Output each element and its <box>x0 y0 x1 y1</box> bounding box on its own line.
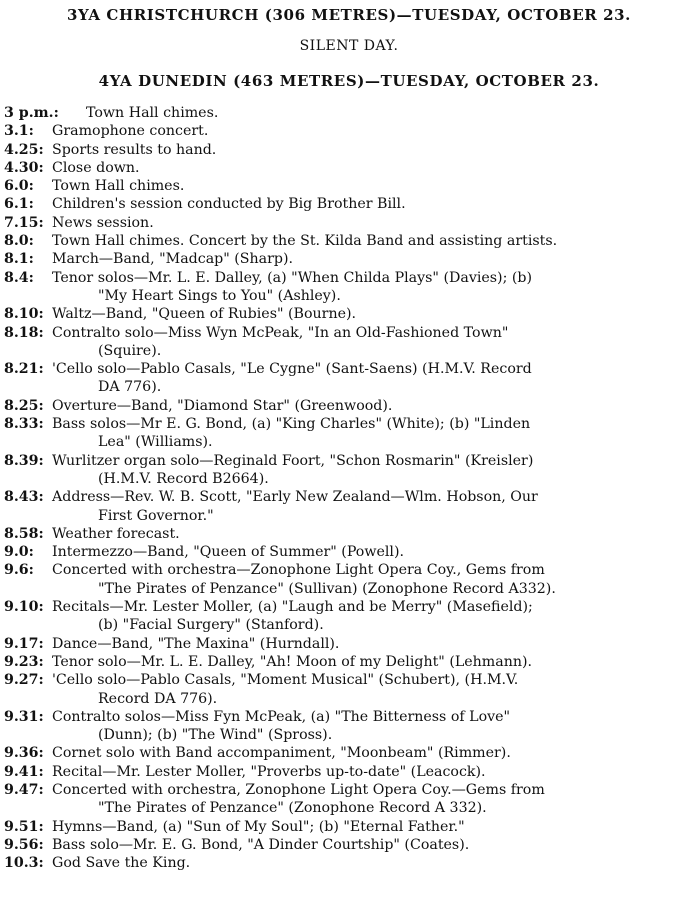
programme-text: Town Hall chimes. <box>52 178 185 195</box>
programme-text: Bass solos—Mr E. G. Bond, (a) "King Charles" (White); (b) "Linden <box>52 416 531 433</box>
programme-description <box>52 122 694 140</box>
programme-time: 7.15: <box>4 214 44 231</box>
programme-item <box>4 598 694 635</box>
programme-time: 3 p.m.: <box>4 105 59 121</box>
programme-time: 9.6: <box>4 562 34 579</box>
programme-description <box>52 177 694 195</box>
programme-item <box>4 671 694 708</box>
programme-description <box>52 397 694 415</box>
programme-text: March—Band, "Madcap" (Sharp). <box>52 251 294 268</box>
programme-description <box>52 836 694 854</box>
programme-description <box>52 635 694 653</box>
programme-text: Address—Rev. W. B. Scott, "Early New Zealand—Wlm. Hobson, Our <box>52 489 538 506</box>
programme-time: 9.36: <box>4 745 44 762</box>
programme-description <box>52 818 694 836</box>
programme-text-continued: (H.M.V. Record B2664). <box>98 470 269 487</box>
silent-day-notice: SILENT DAY. <box>299 38 399 54</box>
programme-text-continued: "My Heart Sings to You" (Ashley). <box>98 287 341 304</box>
programme-time: 8.1: <box>4 251 34 268</box>
programme-item <box>4 653 694 671</box>
programme-text-continued: (Dunn); (b) "The Wind" (Spross). <box>98 727 333 744</box>
programme-description <box>52 561 694 598</box>
programme-description <box>52 543 694 561</box>
programme-description <box>52 250 694 268</box>
programme-text: Recital—Mr. Lester Moller, "Proverbs up-to-date" (Leacock). <box>52 763 486 780</box>
programme-item <box>4 635 694 653</box>
programme-item <box>4 269 694 306</box>
programme-text-continued: First Governor." <box>98 507 214 524</box>
programme-description <box>52 744 694 762</box>
programme-item <box>4 525 694 543</box>
programme-item <box>4 781 694 818</box>
programme-item <box>4 360 694 397</box>
programme-time: 8.25: <box>4 397 44 414</box>
programme-description <box>52 781 694 818</box>
programme-description <box>52 708 694 745</box>
programme-text-continued: Record DA 776). <box>98 690 218 707</box>
programme-item <box>4 159 694 177</box>
programme-description <box>52 598 694 635</box>
programme-description <box>52 305 694 323</box>
programme-item <box>4 415 694 452</box>
programme-text: Tenor solos—Mr. L. E. Dalley, (a) "When Childa Plays" (Davies); (b) <box>52 269 533 286</box>
programme-text: Weather forecast. <box>52 525 180 542</box>
programme-text: News session. <box>52 214 154 231</box>
programme-text: Concerted with orchestra, Zonophone Light Opera Coy.—Gems from <box>52 781 545 798</box>
programme-item <box>4 250 694 268</box>
programme-time: 8.39: <box>4 452 44 469</box>
programme-text-continued: Lea" (Williams). <box>98 434 213 451</box>
programme-item <box>4 452 694 489</box>
programme-text: Hymns—Band, (a) "Sun of My Soul"; (b) "Eternal Father." <box>52 818 465 835</box>
programme-time: 9.0: <box>4 544 34 561</box>
programme-text-continued: "The Pirates of Penzance" (Zonophone Record A 332). <box>98 800 487 817</box>
programme-description <box>52 195 694 213</box>
programme-description <box>52 763 694 781</box>
programme-time: 9.17: <box>4 635 44 652</box>
programme-text: Bass solo—Mr. E. G. Bond, "A Dinder Courtship" (Coates). <box>52 836 470 853</box>
programme-text: Contralto solo—Miss Wyn McPeak, "In an Old-Fashioned Town" <box>52 324 509 341</box>
programme-item <box>4 708 694 745</box>
programme-text: Concerted with orchestra—Zonophone Light Opera Coy., Gems from <box>52 562 545 579</box>
programme-item <box>4 232 694 250</box>
programme-time: 8.58: <box>4 525 44 542</box>
programme-item <box>4 763 694 781</box>
programme-item <box>4 818 694 836</box>
programme-time: 8.33: <box>4 416 44 433</box>
programme-item <box>4 836 694 854</box>
programme-description <box>52 159 694 177</box>
programme-text: Overture—Band, "Diamond Star" (Greenwood). <box>52 397 393 414</box>
programme-text: Close down. <box>52 159 140 176</box>
programme-item <box>4 104 694 122</box>
programme-time: 8.4: <box>4 269 34 286</box>
programme-time: 9.27: <box>4 672 44 689</box>
programme-time: 9.41: <box>4 763 44 780</box>
programme-time: 9.23: <box>4 653 44 670</box>
programme-description <box>52 854 694 872</box>
programme-description <box>52 214 694 232</box>
programme-text: Town Hall chimes. <box>86 105 219 121</box>
programme-item <box>4 397 694 415</box>
programme-time: 4.30: <box>4 159 44 176</box>
programme-item <box>4 324 694 361</box>
programme-time: 9.56: <box>4 836 44 853</box>
programme-time: 8.43: <box>4 489 44 506</box>
programme-item <box>4 305 694 323</box>
programme-item <box>4 195 694 213</box>
station-header-3ya: 3YA CHRISTCHURCH (306 METRES)—TUESDAY, OCTOBER 23. <box>66 6 632 24</box>
programme-time: 8.0: <box>4 233 34 250</box>
programme-text: Wurlitzer organ solo—Reginald Foort, "Schon Rosmarin" (Kreisler) <box>52 452 534 469</box>
programme-text: Dance—Band, "The Maxina" (Hurndall). <box>52 635 340 652</box>
programme-description <box>52 671 694 708</box>
programme-time: 3.1: <box>4 123 34 140</box>
programme-description <box>52 269 694 306</box>
station-header-4ya: 4YA DUNEDIN (463 METRES)—TUESDAY, OCTOBER 23. <box>98 72 600 90</box>
programme-item <box>4 561 694 598</box>
programme-time: 10.3: <box>4 855 44 872</box>
programme-text: 'Cello solo—Pablo Casals, "Moment Musical" (Schubert), (H.M.V. <box>52 672 519 689</box>
programme-text: 'Cello solo—Pablo Casals, "Le Cygne" (Sant-Saens) (H.M.V. Record <box>52 361 532 378</box>
programme-time: 8.18: <box>4 324 44 341</box>
programme-description <box>52 324 694 361</box>
programme-text: Waltz—Band, "Queen of Rubies" (Bourne). <box>52 306 357 323</box>
programme-item <box>4 214 694 232</box>
programme-text: Children's session conducted by Big Brother Bill. <box>52 196 406 213</box>
programme-item <box>4 177 694 195</box>
programme-list <box>4 104 694 872</box>
programme-text-continued: DA 776). <box>98 379 162 396</box>
programme-description <box>86 104 694 122</box>
programme-description <box>52 488 694 525</box>
programme-time: 9.31: <box>4 708 44 725</box>
programme-time: 8.10: <box>4 306 44 323</box>
programme-text: Recitals—Mr. Lester Moller, (a) "Laugh and be Merry" (Masefield); <box>52 599 533 616</box>
programme-description <box>52 415 694 452</box>
programme-description <box>52 525 694 543</box>
programme-description <box>52 452 694 489</box>
programme-text: Tenor solo—Mr. L. E. Dalley, "Ah! Moon of my Delight" (Lehmann). <box>52 653 533 670</box>
programme-text-continued: "The Pirates of Penzance" (Sullivan) (Zonophone Record A332). <box>98 580 556 597</box>
programme-description <box>52 360 694 397</box>
programme-item <box>4 744 694 762</box>
programme-text-continued: (b) "Facial Surgery" (Stanford). <box>98 617 324 634</box>
programme-text: God Save the King. <box>52 855 191 872</box>
programme-time: 6.0: <box>4 178 34 195</box>
programme-item <box>4 854 694 872</box>
programme-text: Contralto solos—Miss Fyn McPeak, (a) "The Bitterness of Love" <box>52 708 511 725</box>
programme-text: Cornet solo with Band accompaniment, "Moonbeam" (Rimmer). <box>52 745 511 762</box>
programme-text-continued: (Squire). <box>98 342 162 359</box>
programme-text: Gramophone concert. <box>52 123 209 140</box>
programme-item <box>4 141 694 159</box>
programme-item <box>4 488 694 525</box>
programme-description <box>52 232 694 250</box>
programme-item <box>4 543 694 561</box>
programme-text: Intermezzo—Band, "Queen of Summer" (Powell). <box>52 544 404 561</box>
programme-description <box>52 653 694 671</box>
programme-text: Sports results to hand. <box>52 141 217 158</box>
programme-text: Town Hall chimes. Concert by the St. Kilda Band and assisting artists. <box>52 233 558 250</box>
programme-description <box>52 141 694 159</box>
programme-time: 6.1: <box>4 196 34 213</box>
programme-time: 9.47: <box>4 781 44 798</box>
programme-time: 9.10: <box>4 599 44 616</box>
programme-item <box>4 122 694 140</box>
programme-time: 9.51: <box>4 818 44 835</box>
programme-time: 4.25: <box>4 141 44 158</box>
programme-time: 8.21: <box>4 361 44 378</box>
